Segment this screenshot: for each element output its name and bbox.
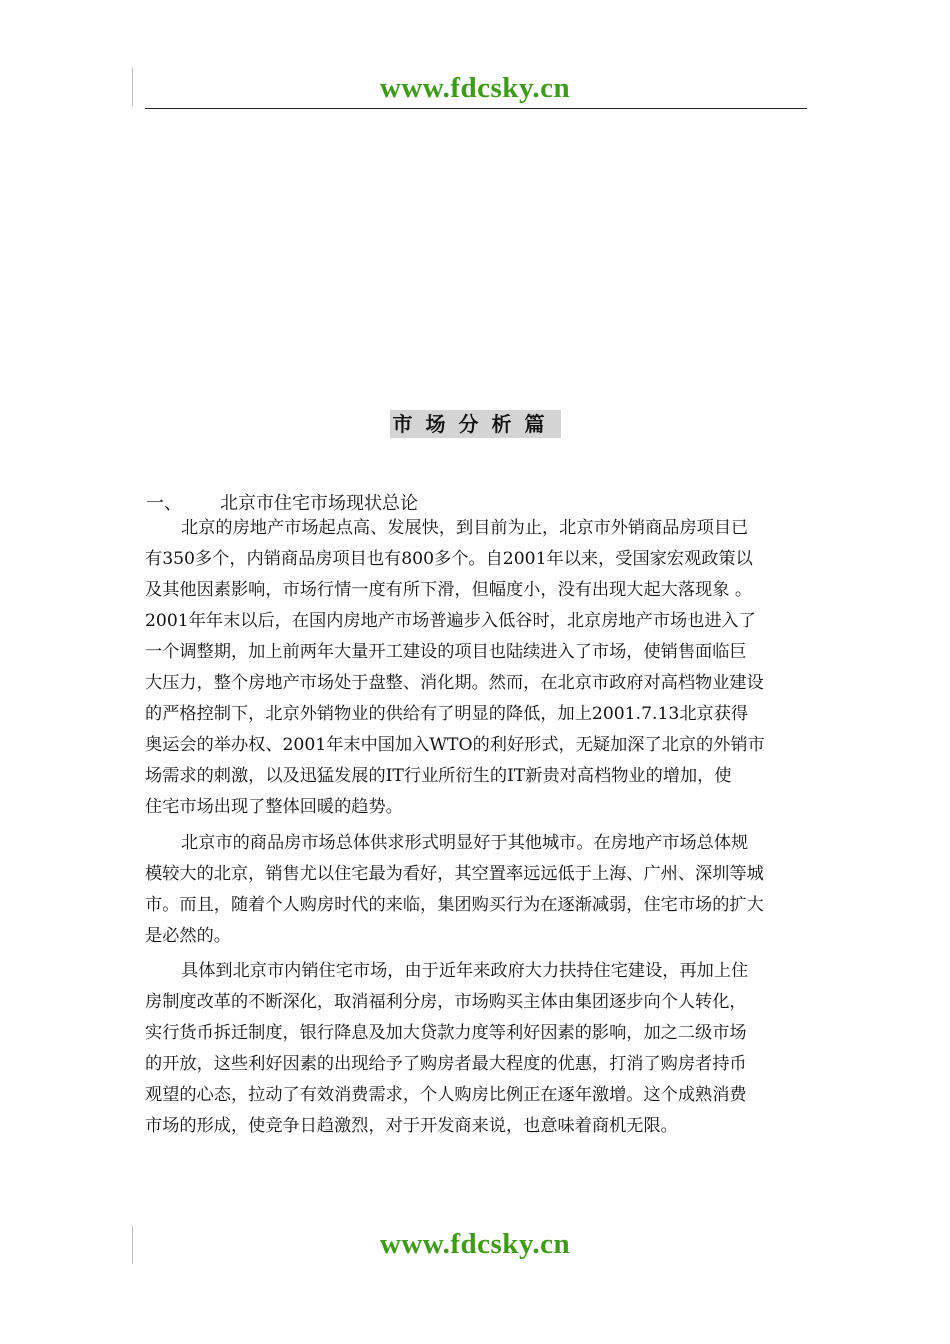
paragraph-line: 具体到北京市内销住宅市场，由于近年来政府大力扶持住宅建设，再加上住 (181, 961, 749, 981)
section-title-wrap (0, 410, 950, 438)
paragraph-line: 奥运会的举办权、2001年末中国加入WTO的利好形式，无疑加深了北京的外销市 (145, 735, 765, 755)
paragraph-line: 市。而且，随着个人购房时代的来临，集团购买行为在逐渐减弱，住宅市场的扩大 (145, 895, 764, 915)
paragraph-line: 一个调整期，加上前两年大量开工建设的项目也陆续进入了市场，使销售面临巨 (145, 642, 747, 662)
paragraph-line: 大压力，整个房地产市场处于盘整、消化期。然而，在北京市政府对高档物业建设 (145, 673, 764, 693)
paragraph-line: 的开放，这些利好因素的出现给予了购房者最大程度的优惠，打消了购房者持币 (145, 1054, 747, 1074)
paragraph-2 (145, 828, 810, 952)
paragraph-line: 观望的心态，拉动了有效消费需求，个人购房比例正在逐年激增。这个成熟消费 (145, 1085, 747, 1105)
paragraph-line: 是必然的。 (145, 926, 231, 946)
footer-brand-watermark: www.fdcsky.cn (379, 1228, 571, 1260)
paragraph-line: 市场的形成，使竞争日趋激烈，对于开发商来说，也意味着商机无限。 (145, 1116, 678, 1136)
paragraph-line: 北京市的商品房市场总体供求形式明显好于其他城市。在房地产市场总体规 (181, 833, 749, 853)
heading-text: 北京市住宅市场现状总论 (220, 493, 418, 514)
paragraph-1 (145, 513, 810, 823)
header-rule (145, 108, 807, 109)
paragraph-line: 住宅市场出现了整体回暖的趋势。 (145, 797, 403, 817)
paragraph-line: 有350多个，内销商品房项目也有800多个。自2001年以来，受国家宏观政策以 (145, 549, 753, 569)
paragraph-line: 的严格控制下，北京外销物业的供给有了明显的降低，加上2001.7.13北京获得 (145, 704, 749, 724)
paragraph-line: 及其他因素影响，市场行情一度有所下滑，但幅度小，没有出现大起大落现象 。 (145, 580, 753, 600)
heading-number: 一、 (146, 493, 182, 514)
header-brand-watermark: www.fdcsky.cn (379, 72, 571, 104)
paragraph-line: 模较大的北京，销售尤以住宅最为看好，其空置率远远低于上海、广州、深圳等城 (145, 864, 764, 884)
paragraph-line: 实行货币拆迁制度，银行降息及加大贷款力度等利好因素的影响，加之二级市场 (145, 1023, 747, 1043)
paragraph-line: 场需求的刺激，以及迅猛发展的IT行业所衍生的IT新贵对高档物业的增加，使 (145, 766, 732, 786)
paragraph-3 (145, 956, 810, 1142)
paragraph-line: 房制度改革的不断深化，取消福利分房，市场购买主体由集团逐步向个人转化， (145, 992, 747, 1012)
paragraph-line: 2001年年末以后，在国内房地产市场普遍步入低谷时，北京房地产市场也进入了 (145, 611, 756, 631)
paragraph-line: 北京的房地产市场起点高、发展快，到目前为止，北京市外销商品房项目已 (181, 518, 749, 538)
section-title: 市场分析篇 (390, 410, 561, 438)
